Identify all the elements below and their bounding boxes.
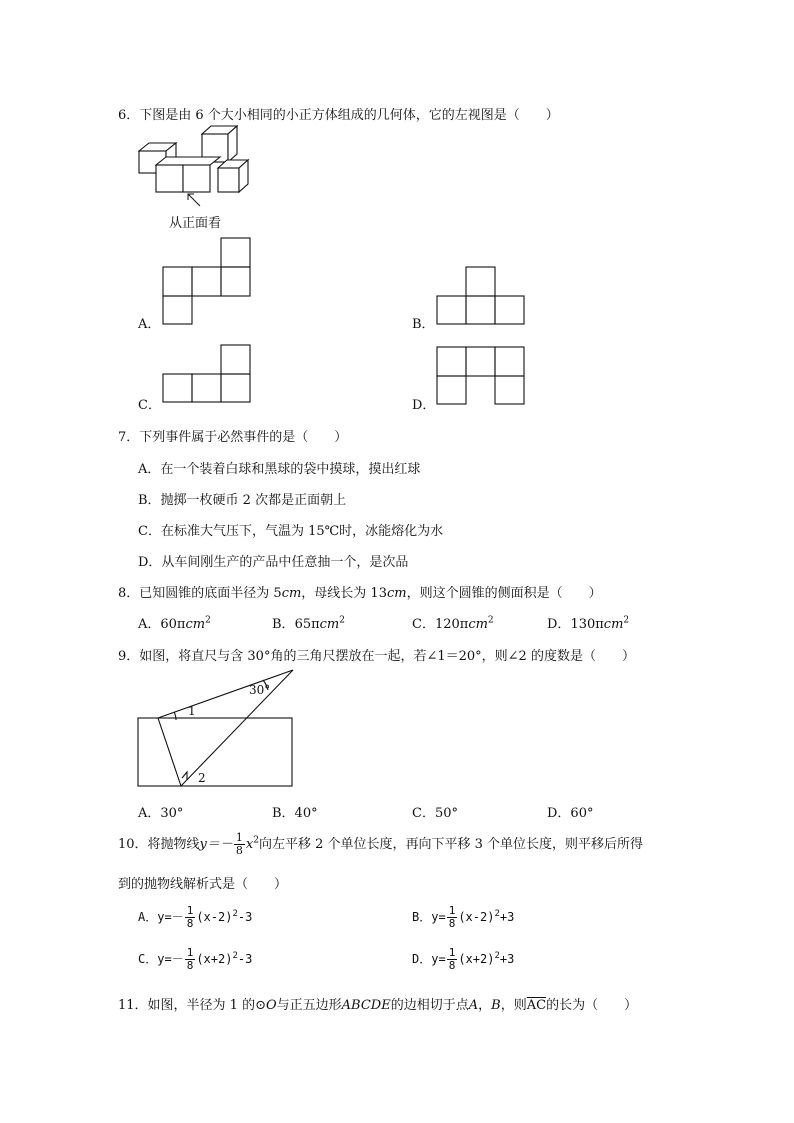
- q6-option-a-label[interactable]: A．: [138, 317, 161, 332]
- q6-option-c-label[interactable]: C．: [138, 398, 161, 413]
- q10-option-a[interactable]: A．y=－ $\frac{1}{8}$ $(x-2)^2-3$: [138, 904, 253, 930]
- q9-option-a[interactable]: A．30°: [138, 806, 184, 821]
- q10-option-d[interactable]: D．y= $\frac{1}{8}$ $(x+2)^2+3$: [412, 946, 515, 972]
- q10-option-b[interactable]: B．y= $\frac{1}{8}$ $(x-2)^2+3$: [412, 904, 515, 930]
- q8-option-c[interactable]: C．120πcm$^2$: [412, 615, 494, 632]
- q9-option-b[interactable]: B．40°: [272, 806, 318, 821]
- q8-option-b[interactable]: B．65πcm$^2$: [272, 615, 345, 632]
- q10-fraction: $\frac{1}{8}$: [235, 831, 243, 857]
- q9-option-d[interactable]: D．60°: [547, 806, 594, 821]
- q10-stem-line2: 到的抛物线解析式是（ ）: [118, 877, 288, 892]
- q9-option-c[interactable]: C．50°: [412, 806, 458, 821]
- q6-view-label: 从正面看: [169, 216, 222, 231]
- q6-solid-figure: [136, 130, 256, 210]
- q7-option-a[interactable]: A．在一个装着白球和黑球的袋中摸球，摸出红球: [138, 462, 421, 477]
- q6-option-d-figure[interactable]: [437, 346, 525, 406]
- q6-option-b-label[interactable]: B．: [412, 317, 435, 332]
- q9-angle-30-label: 30°: [249, 683, 271, 697]
- q6-option-b-figure[interactable]: [437, 266, 525, 326]
- q9-angle-2-label: 2: [198, 771, 206, 785]
- q10-stem: 10．将抛物线y＝－ $\frac{1}{8}$ $x^2$向左平移 2 个单位长度，再向下平移 3 个单位长度，则平移后所得: [118, 831, 644, 857]
- q6-stem: 6．下图是由 6 个大小相同的小正方体组成的几何体，它的左视图是（ ）: [118, 108, 559, 123]
- q7-option-b[interactable]: B．抛掷一枚硬币 2 次都是正面朝上: [138, 493, 347, 508]
- q9-angle-1-label: 1: [188, 704, 196, 718]
- q8-option-d[interactable]: D．130πcm$^2$: [547, 615, 630, 632]
- q6-option-d-label[interactable]: D．: [412, 398, 436, 413]
- q9-stem: 9．如图，将直尺与含 30°角的三角尺摆放在一起，若∠1＝20°，则∠2 的度数是（ ）: [118, 649, 635, 664]
- triangle-shape: [158, 670, 293, 786]
- q8-stem: 8．已知圆锥的底面半径为 5cm，母线长为 13cm，则这个圆锥的侧面积是（ ）: [118, 586, 602, 601]
- q10-option-c[interactable]: C．y=－ $\frac{1}{8}$ $(x+2)^2-3$: [138, 946, 253, 972]
- q8-option-a[interactable]: A．60πcm$^2$: [138, 615, 211, 632]
- q11-stem: 11．如图，半径为 1 的⊙O与正五边形ABCDE的边相切于点A，B，则$\overline{AC}$的长为（ ）: [118, 998, 638, 1013]
- q7-stem: 7．下列事件属于必然事件的是（ ）: [118, 430, 348, 445]
- q6-option-a-figure[interactable]: [163, 237, 251, 325]
- q7-option-c[interactable]: C．在标准大气压下，气温为 15℃时，冰能熔化为水: [138, 524, 444, 539]
- q11-arc-label: $\overline{AC}$: [526, 998, 547, 1013]
- q7-option-d[interactable]: D．从车间刚生产的产品中任意抽一个，是次品: [138, 555, 409, 570]
- q9-ruler-triangle-figure: [136, 668, 296, 790]
- q6-option-c-figure[interactable]: [163, 344, 251, 404]
